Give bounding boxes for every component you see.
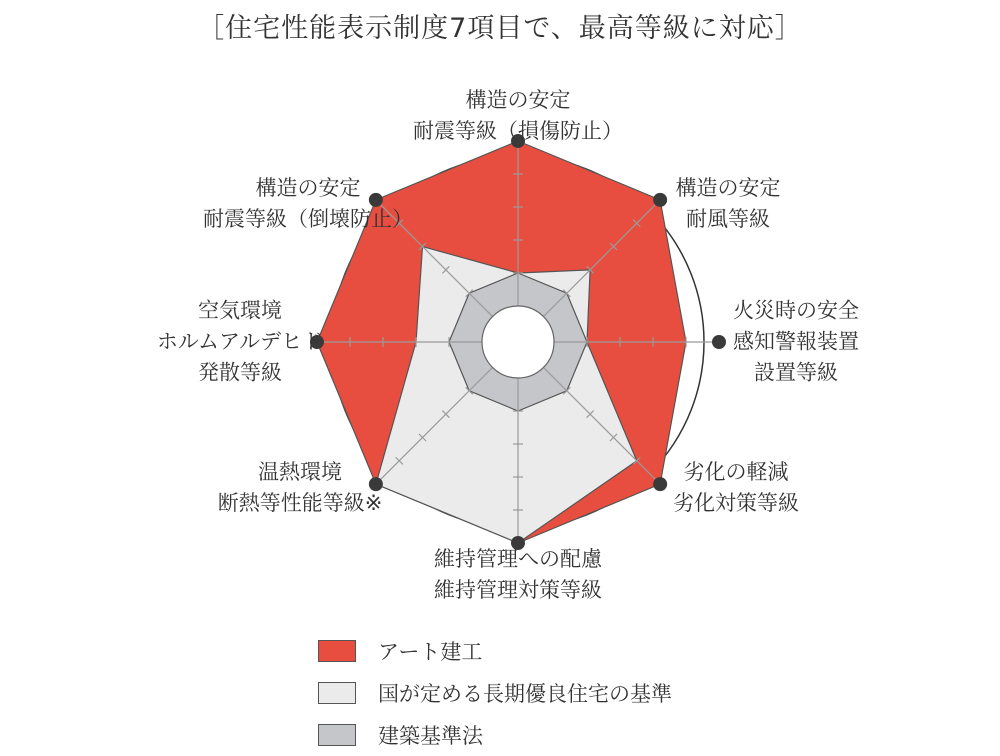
legend-swatch: [318, 724, 356, 746]
chart-title: ［住宅性能表示制度7項目で、最高等級に対応］: [197, 13, 803, 44]
axis-label-line: 劣化対策等級: [673, 491, 799, 515]
axis-end-marker: [712, 335, 726, 349]
axis-label-line: 空気環境: [197, 298, 282, 323]
axis-end-marker: [653, 477, 667, 491]
axis-label-line: 耐風等級: [686, 207, 770, 231]
axis-label: [413, 85, 623, 147]
axis-label-line: 耐震等級（損傷防止）: [413, 119, 623, 143]
axis-label: [733, 296, 859, 389]
axis-label-line: 温熱環境: [257, 460, 342, 484]
axis-end-marker: [653, 193, 667, 207]
legend-swatch: [318, 682, 356, 704]
axis-label: [203, 173, 413, 235]
axis-label-line: 劣化の軽減: [683, 460, 789, 484]
axis-label-line: ホルムアルデヒド: [156, 329, 324, 354]
legend-item-art-kenko: [318, 630, 672, 672]
axis-label: [673, 457, 799, 519]
axis-label: [218, 457, 383, 519]
axis-label-line: 維持管理への配慮: [434, 547, 602, 571]
axis-label: [434, 544, 602, 606]
legend: [318, 630, 672, 756]
legend-label: アート建工: [378, 640, 483, 664]
legend-item-long-term-standard: [318, 672, 672, 714]
axis-label-line: 火災時の安全: [733, 298, 859, 323]
axis-label-line: 構造の安定: [255, 176, 361, 200]
axis-label-line: 構造の安定: [675, 176, 781, 200]
axis-label-line: 感知警報装置: [733, 329, 859, 354]
axis-label: [157, 296, 323, 389]
axis-label-line: 維持管理対策等級: [434, 578, 602, 602]
axis-label-line: 耐震等級（倒壊防止）: [203, 207, 413, 231]
axis-label-line: 設置等級: [754, 360, 838, 385]
axis-label-line: 発散等級: [197, 360, 282, 385]
legend-label: 建築基準法: [378, 724, 483, 748]
axis-label-line: 構造の安定: [465, 88, 571, 112]
axis-label: [676, 173, 781, 235]
legend-label: 国が定める長期優良住宅の基準: [378, 682, 672, 706]
axis-label-line: 断熱等性能等級※: [217, 491, 383, 515]
legend-swatch: [318, 640, 356, 662]
center-hole: [482, 306, 554, 378]
